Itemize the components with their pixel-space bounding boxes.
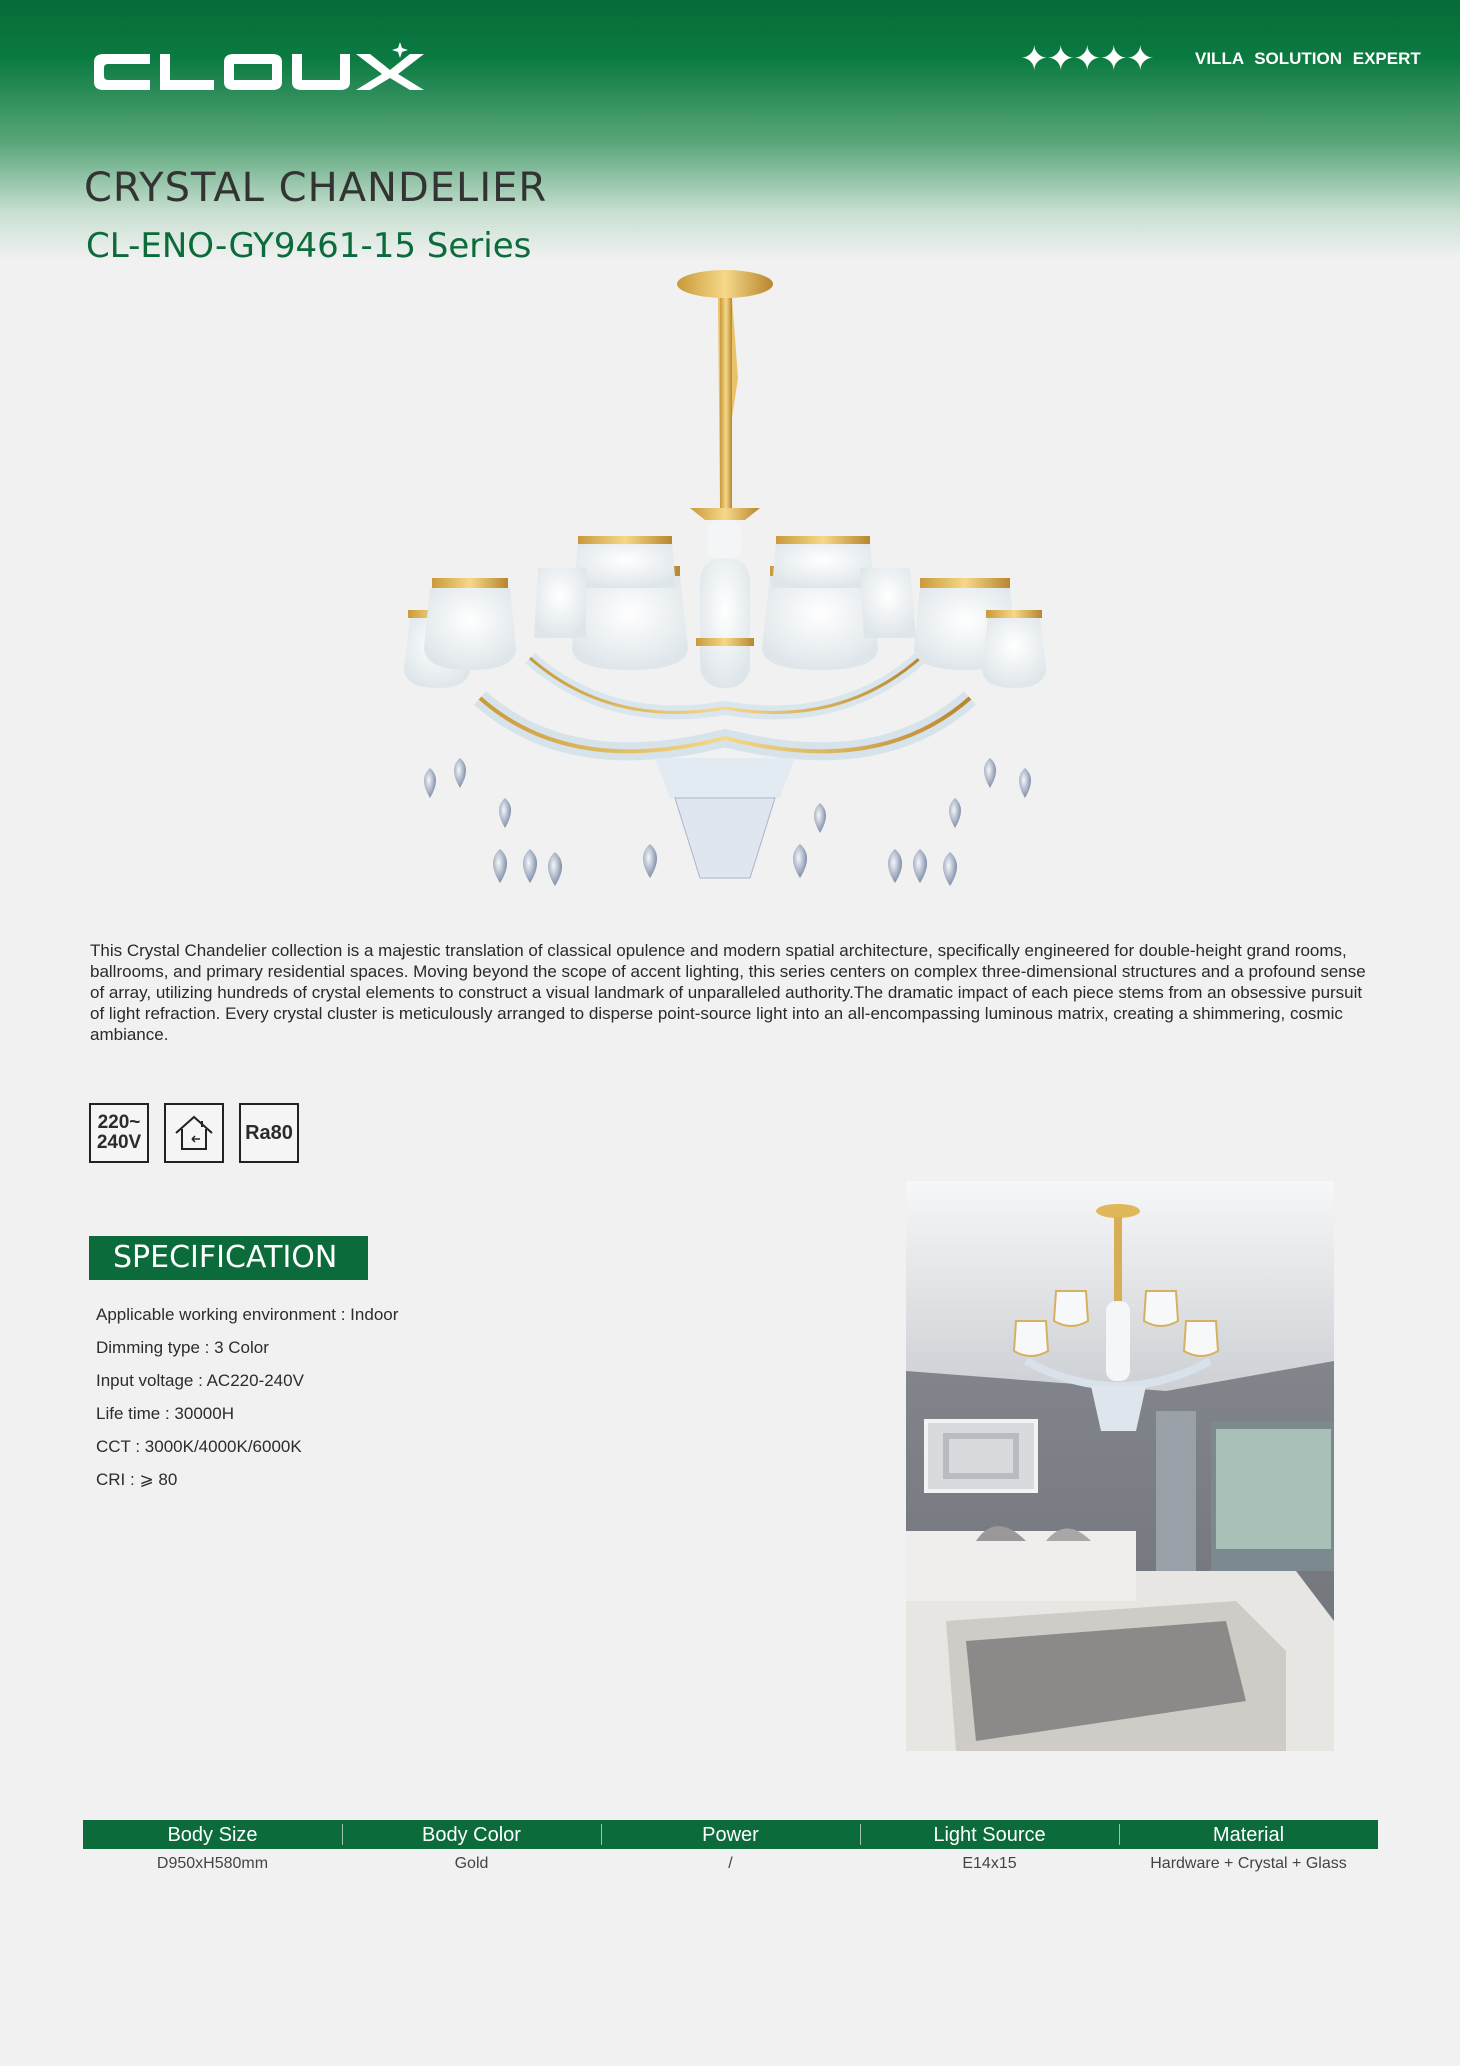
table-cell: Hardware + Crystal + Glass	[1150, 1855, 1347, 1872]
specification-list	[96, 1301, 398, 1499]
spec-item: CRI : ⩾ 80	[96, 1470, 178, 1489]
table-cell: D950xH580mm	[156, 1855, 269, 1872]
table-header-cell: Power	[601, 1820, 860, 1849]
home-icon	[172, 1113, 216, 1153]
table-header-cell: Body Size	[167, 1824, 258, 1846]
brand-tagline: VILLA SOLUTION EXPERT	[1195, 49, 1421, 68]
table-cell: /	[728, 1855, 733, 1872]
table-cell: Gold	[454, 1855, 489, 1872]
specification-heading: SPECIFICATION	[89, 1236, 368, 1280]
spec-item: Dimming type : 3 Color	[96, 1338, 269, 1357]
spec-item: Applicable working environment : Indoor	[96, 1305, 399, 1324]
voltage-badge: 220~ 240V	[89, 1103, 149, 1163]
header-band	[0, 0, 1460, 260]
rating-stars: ✦✦✦✦✦	[1020, 39, 1153, 79]
page-title: CRYSTAL CHANDELIER	[84, 165, 548, 211]
cri-badge: Ra80	[239, 1103, 299, 1163]
table-cell: E14x15	[962, 1855, 1017, 1872]
spec-table-header	[83, 1820, 1378, 1849]
table-header-cell: Light Source	[860, 1820, 1119, 1849]
chandelier-product-image	[390, 258, 1070, 918]
table-header-cell: Body Color	[342, 1820, 601, 1849]
product-description: This Crystal Chandelier collection is a majestic translation of classical opulence and modern spatial architecture, specifically engineered for double-height grand rooms, ballrooms, and primary residential spaces. Moving beyond the scope of accent lighting, this series centers on complex three-dimensional structures and a profound sense of array, utilizing hundreds of crystal elements to construct a visual landmark of unparalleled authority.The dramatic impact of each piece stems from an obsessive pursuit of light refraction. Every crystal cluster is meticulously arranged to disperse point-source light into an all-encompassing luminous matrix, creating a shimmering, cosmic ambiance.	[90, 941, 1366, 1044]
series-subtitle: CL-ENO-GY9461-15 Series	[86, 226, 532, 266]
spec-item: CCT : 3000K/4000K/6000K	[96, 1437, 302, 1456]
table-row	[83, 1855, 1378, 1873]
bedroom-scene-image	[906, 1181, 1334, 1751]
spec-item: Life time : 30000H	[96, 1404, 234, 1423]
brand-logo	[84, 40, 434, 102]
spec-item: Input voltage : AC220-240V	[96, 1371, 304, 1390]
table-header-cell: Material	[1119, 1820, 1378, 1849]
indoor-home-icon	[164, 1103, 224, 1163]
